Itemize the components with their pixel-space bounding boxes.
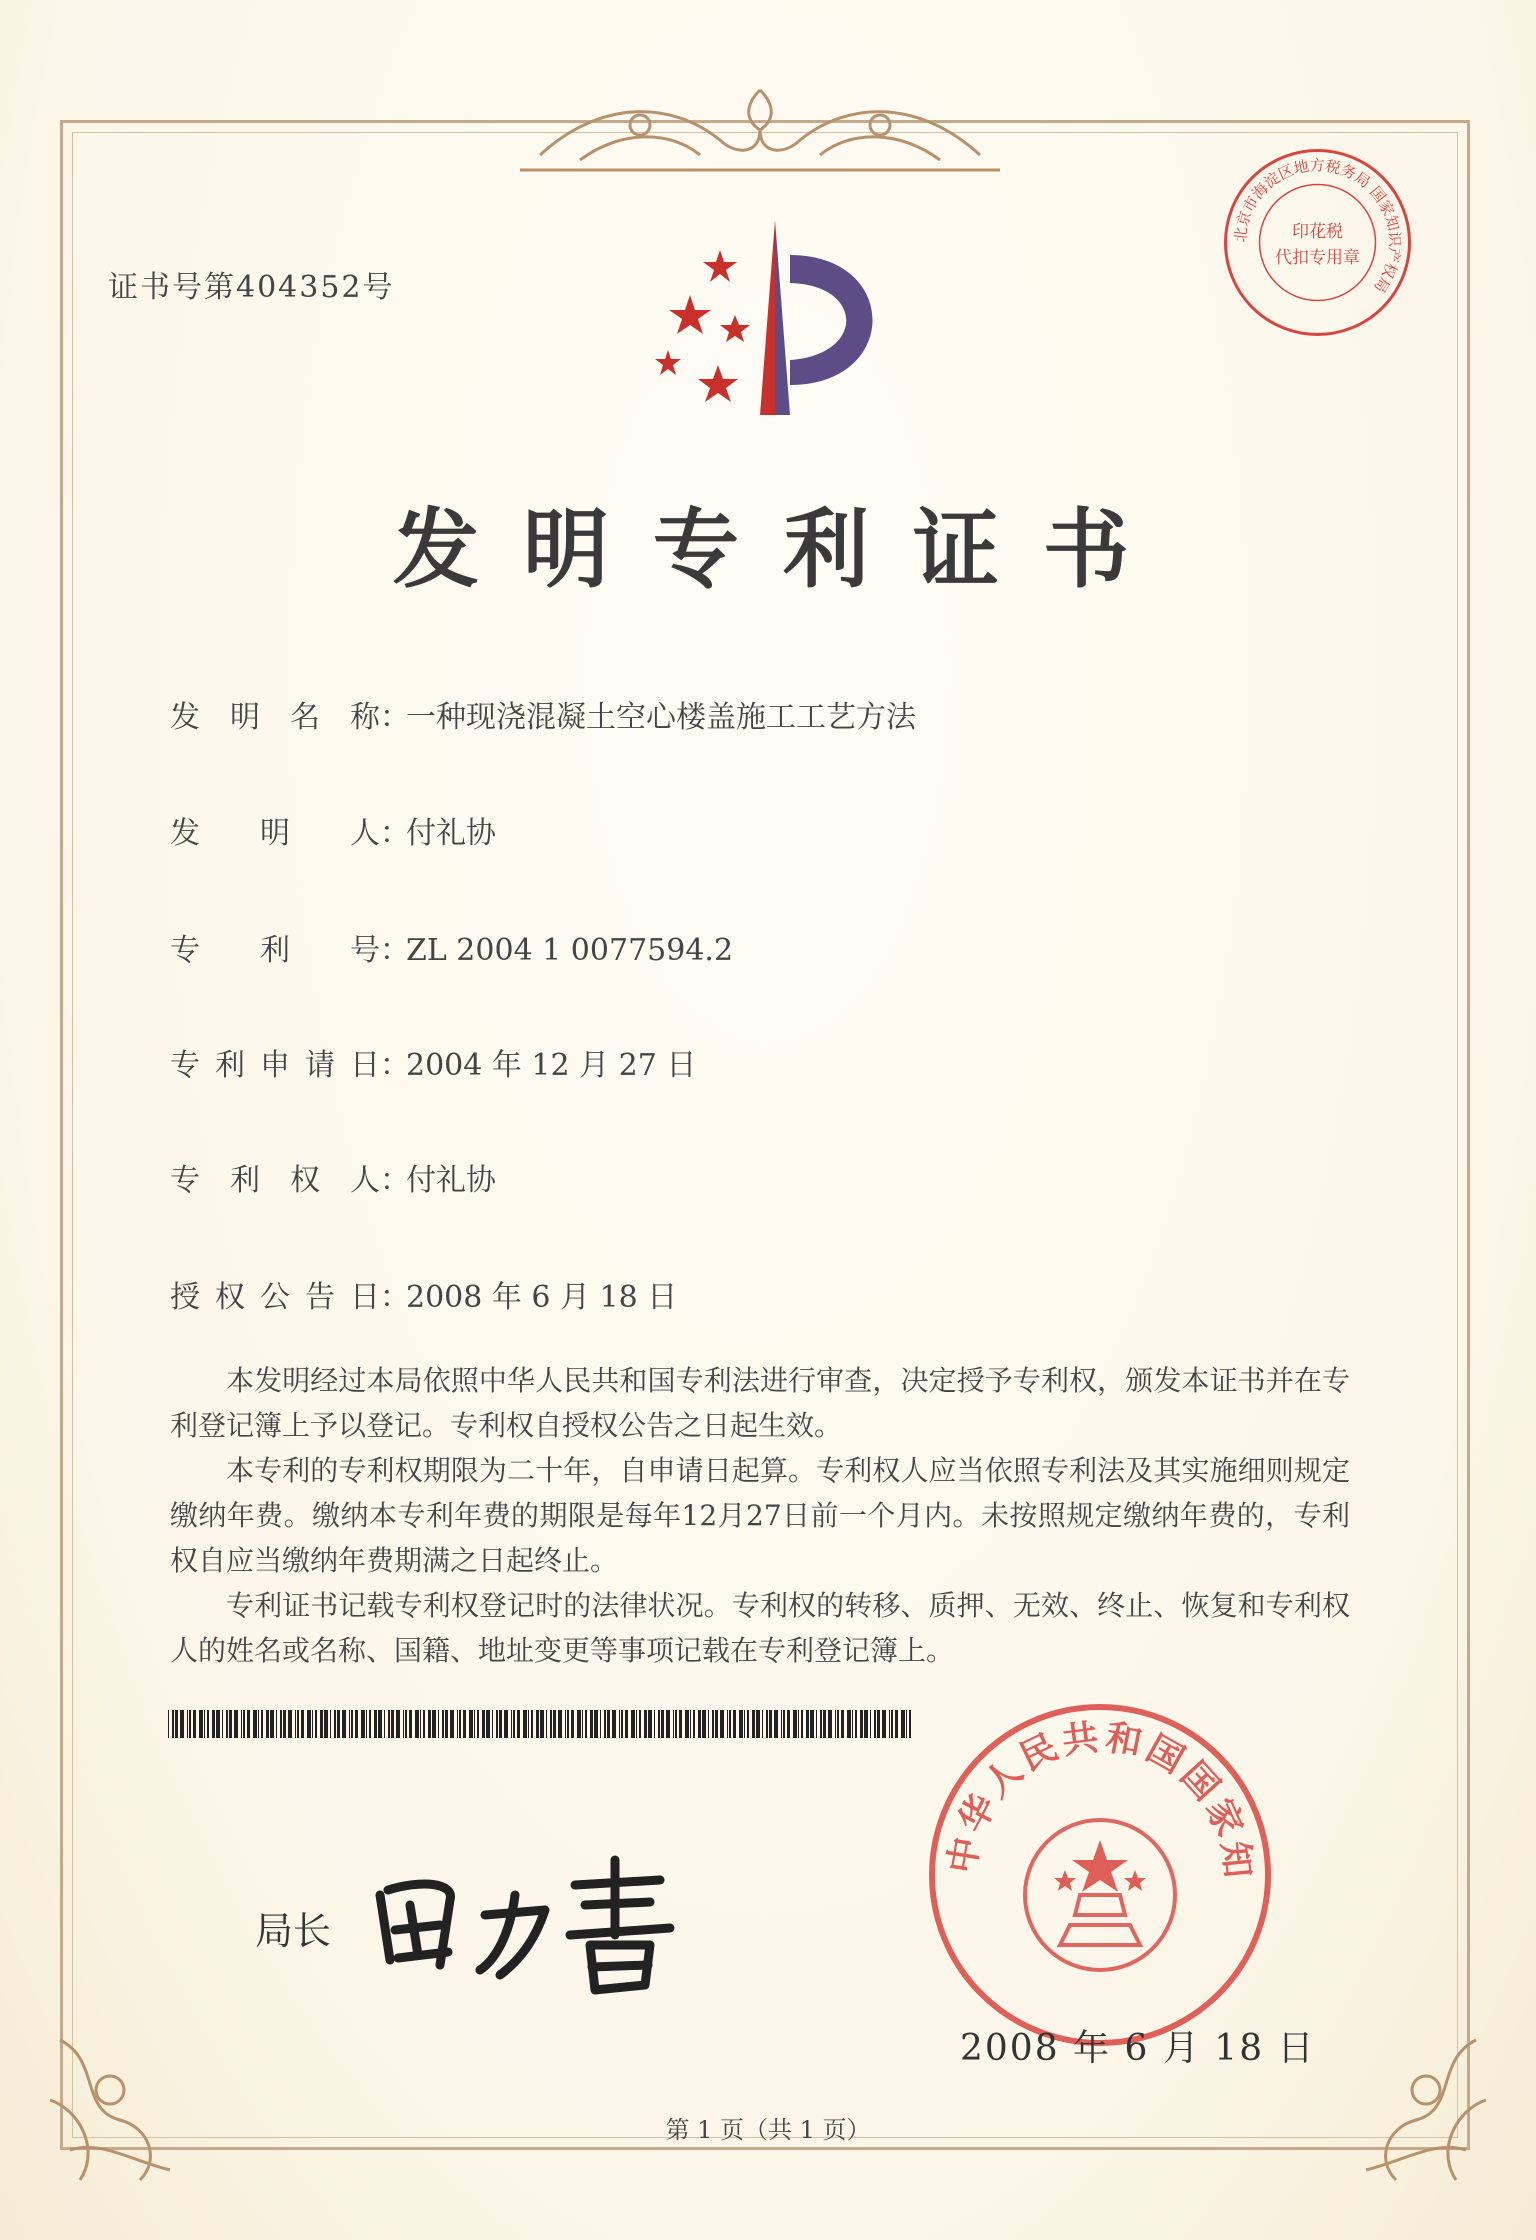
director-label: 局长 <box>255 1909 332 1953</box>
issue-date: 2008 年 6 月 18 日 <box>960 2028 1316 2069</box>
tax-stamp <box>1220 145 1415 340</box>
field-value: 付礼协 <box>406 1163 496 1198</box>
corner-ornament-icon <box>1346 2020 1496 2190</box>
certificate-number: 证书号第404352号 <box>108 270 395 305</box>
field-invention-name <box>170 692 916 736</box>
field-colon: ： <box>380 1048 410 1083</box>
field-patentee <box>170 1155 496 1199</box>
field-label: 专利号 <box>170 933 380 968</box>
tax-stamp-line-2: 代扣专用章 <box>1275 248 1360 268</box>
field-value: 一种现浇混凝土空心楼盖施工工艺方法 <box>406 700 916 735</box>
field-value: 2008 年 6 月 18 日 <box>406 1280 678 1315</box>
field-label: 发明名称 <box>170 700 380 735</box>
field-colon: ： <box>380 816 410 851</box>
field-label: 发明人 <box>170 816 380 851</box>
barcode-icon <box>168 1710 913 1738</box>
paragraph-3: 专利证书记载专利权登记时的法律状况。专利权的转移、质押、无效、终止、恢复和专利权人的姓名或名称、国籍、地址变更等事项记载在专利登记簿上。 <box>170 1589 1350 1667</box>
page-title: 发明专利证书 <box>393 500 1173 600</box>
paragraph-2: 本专利的专利权期限为二十年，自申请日起算。专利权人应当依照专利法及其实施细则规定缴纳年费。缴纳本专利年费的期限是每年12月27日前一个月内。未按照规定缴纳年费的，专利权自应当缴纳年费期满之日起终止。 <box>170 1454 1350 1577</box>
field-value: ZL 2004 1 0077594.2 <box>406 933 734 968</box>
field-application-date <box>170 1040 696 1084</box>
field-colon: ： <box>380 1163 410 1198</box>
field-patent-number <box>170 925 733 969</box>
top-ornament-icon <box>520 60 1000 180</box>
svg-text:中华人民共和国国家知识产权局 <box>925 1700 1258 1883</box>
field-colon: ： <box>380 933 410 968</box>
paragraph-1: 本发明经过本局依照中华人民共和国专利法进行审查，决定授予专利权，颁发本证书并在专利登记簿上予以登记。专利权自授权公告之日起生效。 <box>170 1364 1350 1442</box>
field-label: 授权公告日 <box>170 1280 380 1315</box>
field-label: 专利申请日 <box>170 1048 380 1083</box>
tax-stamp-ring-text: 北京市海淀区地方税务局 国家知识产权局 <box>1231 156 1404 296</box>
field-inventor <box>170 808 496 852</box>
field-label: 专利权人 <box>170 1163 380 1198</box>
tax-stamp-line-1: 印花税 <box>1292 222 1343 242</box>
patent-office-logo-icon <box>640 215 900 435</box>
corner-ornament-icon <box>40 2020 190 2190</box>
director-signature <box>370 1840 690 2010</box>
field-value: 付礼协 <box>406 816 496 851</box>
office-seal-ring-text: 中华人民共和国国家知 <box>941 1716 1259 1884</box>
page-number: 第 1 页（共 1 页） <box>665 2116 871 2144</box>
office-seal <box>925 1700 1275 2050</box>
field-grant-date <box>170 1272 677 1316</box>
field-colon: ： <box>380 1280 410 1315</box>
field-value: 2004 年 12 月 27 日 <box>406 1048 697 1083</box>
field-colon: ： <box>380 700 410 735</box>
